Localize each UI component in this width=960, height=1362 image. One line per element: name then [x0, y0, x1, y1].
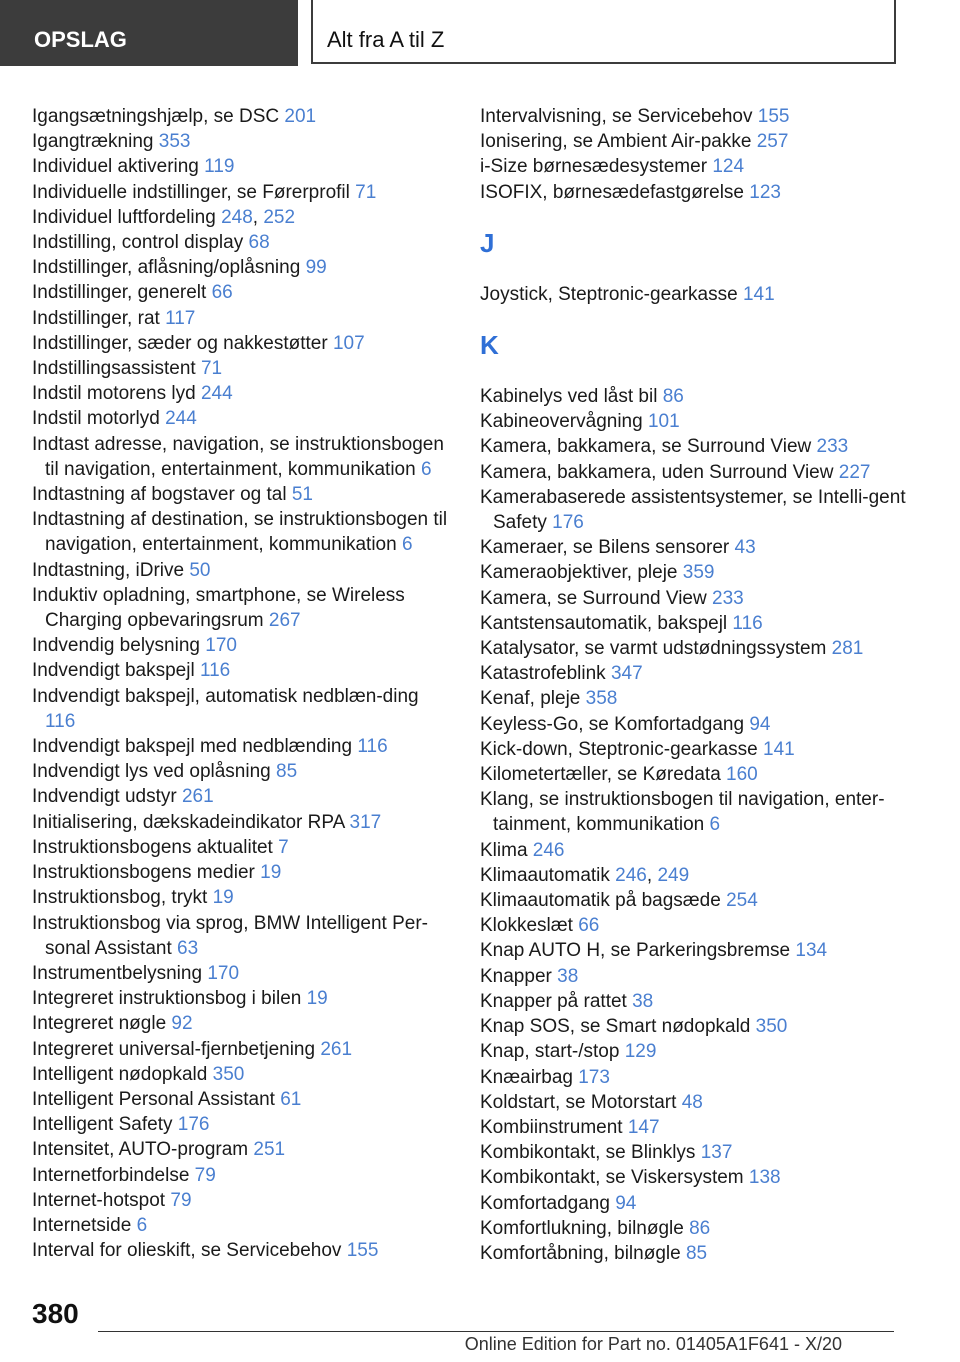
- page-reference-link[interactable]: 117: [165, 307, 196, 329]
- index-entry-term: Komfortlukning, bilnøgle: [480, 1217, 684, 1239]
- page-reference-link[interactable]: 251: [253, 1139, 286, 1161]
- index-entry-term: Komfortadgang: [480, 1192, 610, 1214]
- index-entry-term: Indstillinger, aflåsning/oplåsning: [32, 257, 301, 279]
- page-reference-link[interactable]: 244: [165, 408, 197, 430]
- index-entry: [32, 381, 452, 406]
- page-reference-link[interactable]: 141: [763, 738, 795, 760]
- footer-divider: [98, 1331, 894, 1332]
- index-entry-term: Indtastning, iDrive: [32, 559, 185, 581]
- page-reference-link[interactable]: 6: [420, 458, 432, 480]
- page-reference-link[interactable]: 201: [284, 106, 317, 127]
- index-entry-term: Kick-down, Steptronic-gearkasse: [480, 738, 758, 760]
- index-entry: [32, 406, 452, 431]
- index-entry: [32, 482, 452, 507]
- page-reference-link[interactable]: 63: [177, 937, 199, 959]
- index-entry: [32, 734, 452, 759]
- index-entry-term: Joystick, Steptronic-gearkasse: [480, 283, 738, 305]
- page-reference-link[interactable]: 353: [158, 131, 191, 153]
- index-entry-term: Indvendigt udstyr: [32, 786, 177, 808]
- page-reference-link[interactable]: 116: [199, 660, 231, 682]
- page-reference-link[interactable]: 137: [700, 1142, 733, 1164]
- index-entry-term: Indtast adresse, navigation, se instruktionsbogen til navigation, entertainment, kommunikation: [32, 433, 444, 480]
- page-reference-link[interactable]: 92: [171, 1013, 193, 1035]
- page-reference-link[interactable]: 19: [306, 988, 328, 1010]
- index-entry: [480, 611, 910, 636]
- page-reference-link[interactable]: 43: [734, 537, 756, 559]
- index-entry-term: Ionisering, se Ambient Air-pakke: [480, 131, 752, 153]
- index-entry-term: Induktiv opladning, smartphone, se Wireless Charging opbevaringsrum: [32, 584, 405, 632]
- index-entry-term: Intelligent Safety: [32, 1114, 173, 1136]
- page-reference-link[interactable]: 50: [189, 559, 211, 581]
- page-reference-link[interactable]: 101: [647, 411, 680, 433]
- index-entry-term: Indstillinger, rat: [32, 307, 160, 329]
- page-reference-link[interactable]: 51: [291, 484, 313, 506]
- index-entry: [32, 154, 452, 179]
- page-reference-link[interactable]: 7: [278, 836, 289, 858]
- chapter-tab[interactable]: Alt fra A til Z: [311, 0, 896, 64]
- index-letter-j: J: [480, 227, 495, 258]
- index-entry-term: Internetforbindelse: [32, 1164, 190, 1186]
- index-entry-term: Instrumentbelysning: [32, 962, 203, 984]
- page-reference-link[interactable]: 249: [657, 864, 690, 886]
- index-entry-term: ISOFIX, børnesædefastgørelse: [480, 181, 744, 203]
- page-reference-link[interactable]: 347: [610, 663, 643, 685]
- index-entry: [480, 1115, 910, 1140]
- page-ref-separator: ,: [252, 206, 264, 228]
- page-reference-link[interactable]: 48: [681, 1091, 703, 1113]
- index-group-j: [480, 282, 910, 307]
- index-entry-term: Indstil motorlyd: [32, 408, 160, 430]
- index-entry: [32, 356, 452, 381]
- index-entry-term: Kabinelys ved låst bil: [480, 386, 658, 408]
- page-reference-link[interactable]: 160: [726, 764, 758, 786]
- page-ref-separator: ,: [646, 864, 658, 886]
- index-entry-term: Kamera, se Surround View: [480, 587, 707, 609]
- index-entry: [32, 633, 452, 658]
- index-entry: [32, 835, 452, 860]
- index-column-right: [480, 104, 910, 1266]
- index-entry: [480, 661, 910, 686]
- index-entry-term: Indstilling, control display: [32, 232, 244, 254]
- page-reference-link[interactable]: 141: [742, 283, 775, 305]
- index-entry: [32, 230, 452, 255]
- index-group-i: [480, 104, 910, 205]
- index-group-k: [480, 384, 910, 1266]
- page-reference-link[interactable]: 6: [136, 1214, 148, 1236]
- index-entry: [480, 636, 910, 661]
- page-reference-link[interactable]: 94: [749, 713, 771, 735]
- index-entry-term: Indtastning af bogstaver og tal: [32, 484, 287, 506]
- index-entry: [480, 384, 910, 409]
- index-entry: [480, 104, 910, 129]
- index-entry: [480, 485, 910, 535]
- index-entry-term: Kilometertæller, se Køredata: [480, 764, 721, 786]
- index-entry: [480, 737, 910, 762]
- index-entry-term: Indvendig belysning: [32, 635, 200, 657]
- page-reference-link[interactable]: 19: [212, 887, 234, 909]
- index-entry: [32, 784, 452, 809]
- index-entry: [480, 686, 910, 711]
- index-entry-term: Indvendigt bakspejl: [32, 660, 195, 682]
- page-reference-link[interactable]: 19: [260, 862, 282, 884]
- page-reference-link[interactable]: 119: [204, 156, 235, 178]
- page-reference-link[interactable]: 68: [248, 232, 270, 254]
- page-reference-link[interactable]: 317: [349, 811, 382, 833]
- page-reference-link[interactable]: 71: [355, 181, 377, 203]
- page-reference-link[interactable]: 261: [181, 786, 214, 808]
- page-number: 380: [32, 1298, 79, 1329]
- index-entry-term: Indstillingsassistent: [32, 358, 196, 380]
- index-entry-term: Kenaf, pleje: [480, 688, 581, 710]
- page-reference-link[interactable]: 267: [268, 610, 301, 632]
- index-entry-term: Kamera, bakkamera, uden Surround View: [480, 461, 834, 483]
- index-entry-term: Kombiinstrument: [480, 1116, 623, 1138]
- index-entry-term: Kamerabaserede assistentsystemer, se Intelli-gent Safety: [480, 486, 906, 534]
- index-entry-term: Knapper på rattet: [480, 990, 627, 1012]
- index-entry-term: Internet-hotspot: [32, 1189, 166, 1211]
- page-reference-link[interactable]: 155: [346, 1240, 379, 1262]
- index-entry: [480, 1216, 910, 1241]
- index-entry: [32, 558, 452, 583]
- index-entry: [480, 409, 910, 434]
- index-entry: [32, 331, 452, 356]
- index-entry: [32, 1238, 452, 1263]
- page-reference-link[interactable]: 138: [748, 1167, 781, 1189]
- index-entry-term: Individuel aktivering: [32, 156, 199, 178]
- index-entry: [480, 888, 910, 913]
- index-entry: [32, 759, 452, 784]
- page-reference-link[interactable]: 246: [615, 864, 647, 886]
- index-entry: [32, 255, 452, 280]
- page-reference-link[interactable]: 246: [532, 839, 565, 861]
- index-entry: [480, 712, 910, 737]
- index-entry-term: Indvendigt bakspejl med nedblænding: [32, 736, 353, 758]
- index-entry-term: Kabineovervågning: [480, 411, 643, 433]
- page-reference-link[interactable]: 94: [615, 1192, 637, 1214]
- index-entry: [32, 961, 452, 986]
- index-entry: [32, 306, 452, 331]
- page-reference-link[interactable]: 233: [816, 436, 849, 458]
- index-entry-term: Keyless-Go, se Komfortadgang: [480, 713, 745, 735]
- index-entry: [32, 885, 452, 910]
- page-reference-link[interactable]: 227: [838, 461, 871, 483]
- index-entry-term: Internetside: [32, 1214, 132, 1236]
- index-entry: [32, 1213, 452, 1238]
- index-entry: [32, 684, 452, 734]
- index-entry-term: Individuelle indstillinger, se Førerprofil: [32, 181, 350, 203]
- page-reference-link[interactable]: 123: [749, 181, 781, 203]
- index-entry-term: Kamera, bakkamera, se Surround View: [480, 436, 812, 458]
- index-entry: [32, 129, 452, 154]
- page-reference-link[interactable]: 79: [194, 1164, 216, 1186]
- index-entry: [480, 1090, 910, 1115]
- index-entry-term: Klokkeslæt: [480, 915, 573, 937]
- index-entry-term: Instruktionsbogens medier: [32, 862, 255, 884]
- index-entry: [480, 913, 910, 938]
- page-reference-link[interactable]: 350: [212, 1063, 245, 1085]
- index-entry-term: Klang, se instruktionsbogen til navigation, enter-tainment, kommunikation: [480, 789, 885, 836]
- index-entry: [32, 205, 452, 230]
- page-reference-link[interactable]: 116: [45, 710, 76, 732]
- page-reference-link[interactable]: 79: [170, 1189, 192, 1211]
- page-reference-link[interactable]: 6: [401, 534, 413, 556]
- index-entry-term: Kameraobjektiver, pleje: [480, 562, 678, 584]
- page-reference-link[interactable]: 170: [207, 962, 240, 984]
- index-entry-term: Kantstensautomatik, bakspejl: [480, 612, 728, 634]
- index-entry: [480, 838, 910, 863]
- index-entry-term: Indvendigt bakspejl, automatisk nedblæn-ding: [32, 685, 419, 707]
- index-entry-term: Intensitet, AUTO-program: [32, 1139, 249, 1161]
- page-reference-link[interactable]: 261: [320, 1038, 353, 1060]
- page-reference-link[interactable]: 124: [712, 156, 745, 178]
- index-entry-term: Knap SOS, se Smart nødopkald: [480, 1016, 751, 1038]
- index-entry-term: Indstillinger, sæder og nakkestøtter: [32, 332, 328, 354]
- index-entry: [480, 863, 910, 888]
- page-reference-link[interactable]: 176: [552, 512, 584, 534]
- index-entry: [32, 583, 452, 633]
- index-entry: [32, 104, 452, 129]
- index-entry: [480, 1014, 910, 1039]
- index-entry: [32, 1112, 452, 1137]
- page-reference-link[interactable]: 71: [200, 358, 223, 380]
- page-reference-link[interactable]: 244: [200, 383, 233, 405]
- index-entry-term: Knæairbag: [480, 1066, 573, 1088]
- index-entry: [480, 586, 910, 611]
- page-reference-link[interactable]: 257: [756, 131, 789, 153]
- index-entry: [480, 787, 910, 837]
- index-entry-term: Klimaautomatik på bagsæde: [480, 890, 721, 912]
- index-entry: [480, 434, 910, 459]
- index-entry-term: Indstil motorens lyd: [32, 383, 196, 405]
- index-entry-term: Klimaautomatik: [480, 864, 610, 886]
- index-entry-term: Klima: [480, 839, 528, 861]
- index-entry: [480, 1140, 910, 1165]
- index-entry: [480, 1191, 910, 1216]
- index-entry: [32, 1137, 452, 1162]
- index-entry: [480, 460, 910, 485]
- page-reference-link[interactable]: 173: [578, 1066, 610, 1088]
- index-entry-term: Katastrofeblink: [480, 663, 606, 685]
- index-entry: [480, 762, 910, 787]
- page-reference-link[interactable]: 350: [755, 1016, 788, 1038]
- page-reference-link[interactable]: 85: [685, 1242, 708, 1264]
- page-reference-link[interactable]: 129: [624, 1041, 657, 1063]
- index-entry-term: Individuel luftfordeling: [32, 206, 216, 228]
- page-reference-link[interactable]: 86: [662, 386, 684, 408]
- page-reference-link[interactable]: 254: [726, 890, 758, 912]
- page-reference-link[interactable]: 248: [221, 206, 253, 228]
- page-reference-link[interactable]: 170: [205, 635, 237, 657]
- index-entry-term: Knap AUTO H, se Parkeringsbremse: [480, 940, 791, 962]
- index-entry: [32, 507, 452, 557]
- index-entry-term: Intelligent nødopkald: [32, 1063, 208, 1085]
- index-entry-term: Indvendigt lys ved oplåsning: [32, 761, 271, 783]
- index-entry-term: Katalysator, se varmt udstødningssystem: [480, 638, 827, 660]
- index-entry: [32, 860, 452, 885]
- index-entry-term: Initialisering, dækskadeindikator RPA: [32, 811, 345, 833]
- index-entry-term: Intelligent Personal Assistant: [32, 1088, 275, 1110]
- page-reference-link[interactable]: 66: [211, 282, 233, 304]
- index-entry: [32, 1087, 452, 1112]
- index-entry: [480, 180, 910, 205]
- index-entry: [480, 938, 910, 963]
- index-entry: [480, 1241, 910, 1266]
- index-entry-term: i-Size børnesædesystemer: [480, 156, 708, 178]
- index-entry-term: Kombikontakt, se Blinklys: [480, 1142, 696, 1164]
- page-reference-link[interactable]: 99: [305, 257, 327, 279]
- page-reference-link[interactable]: 85: [276, 761, 298, 783]
- index-entry-term: Igangsætningshjælp, se DSC: [32, 106, 280, 127]
- page-reference-link[interactable]: 147: [627, 1116, 660, 1138]
- page-reference-link[interactable]: 134: [795, 940, 828, 962]
- index-entry-term: Integreret instruktionsbog i bilen: [32, 988, 302, 1010]
- index-entry-term: Kameraer, se Bilens sensorer: [480, 537, 730, 559]
- index-entry: [480, 129, 910, 154]
- index-entry: [32, 432, 452, 482]
- index-entry: [480, 535, 910, 560]
- index-entry-term: Igangtrækning: [32, 131, 154, 153]
- index-entry-term: Instruktionsbogens aktualitet: [32, 836, 273, 858]
- index-letter-k: K: [480, 330, 499, 361]
- page-reference-link[interactable]: 66: [578, 915, 600, 937]
- index-entry-term: Koldstart, se Motorstart: [480, 1091, 677, 1113]
- index-entry-term: Intervalvisning, se Servicebehov: [480, 106, 753, 127]
- index-entry: [480, 989, 910, 1014]
- index-entry: [480, 560, 910, 585]
- page-reference-link[interactable]: 281: [831, 638, 864, 660]
- page-reference-link[interactable]: 116: [357, 736, 388, 758]
- index-column-left: [32, 104, 452, 1263]
- index-entry-term: Instruktionsbog, trykt: [32, 887, 208, 909]
- index-entry-term: Indstillinger, generelt: [32, 282, 207, 304]
- page-reference-link[interactable]: 6: [709, 814, 721, 836]
- index-entry-term: Komfortåbning, bilnøgle: [480, 1242, 681, 1264]
- index-entry-term: Instruktionsbog via sprog, BMW Intelligent Per-sonal Assistant: [32, 912, 429, 959]
- index-entry: [32, 1163, 452, 1188]
- page-reference-link[interactable]: 86: [689, 1217, 711, 1239]
- page-reference-link[interactable]: 358: [585, 688, 618, 710]
- index-entry: [480, 282, 910, 307]
- index-entry: [32, 1188, 452, 1213]
- index-entry: [480, 964, 910, 989]
- footer-edition: Online Edition for Part no. 01405A1F641 - X/20: [464, 1334, 842, 1354]
- index-entry-term: Indtastning af destination, se instruktionsbogen til navigation, entertainment, kommunikation: [32, 509, 448, 556]
- index-entry: [32, 986, 452, 1011]
- index-entry: [32, 1037, 452, 1062]
- index-entry: [32, 280, 452, 305]
- index-entry: [32, 180, 452, 205]
- page-reference-link[interactable]: 38: [557, 965, 579, 987]
- index-entry: [480, 1165, 910, 1190]
- index-entry-term: Knapper: [480, 965, 552, 987]
- index-entry-term: Integreret nøgle: [32, 1013, 167, 1035]
- index-entry-term: Knap, start-/stop: [480, 1041, 620, 1063]
- page-reference-link[interactable]: 155: [757, 106, 790, 127]
- section-tab[interactable]: OPSLAG: [0, 0, 298, 66]
- page-reference-link[interactable]: 116: [732, 612, 763, 634]
- index-entry-term: Integreret universal-fjernbetjening: [32, 1038, 316, 1060]
- page-reference-link[interactable]: 107: [332, 332, 365, 354]
- index-entry: [480, 1039, 910, 1064]
- page-reference-link[interactable]: 233: [712, 587, 744, 609]
- index-entry: [480, 1065, 910, 1090]
- page-reference-link[interactable]: 61: [280, 1088, 302, 1110]
- page-reference-link[interactable]: 38: [632, 990, 654, 1012]
- page-reference-link[interactable]: 252: [263, 206, 296, 228]
- index-entry: [32, 658, 452, 683]
- index-entry-term: Kombikontakt, se Viskersystem: [480, 1167, 744, 1189]
- index-entry-term: Interval for olieskift, se Servicebehov: [32, 1240, 342, 1262]
- index-entry: [480, 154, 910, 179]
- page-reference-link[interactable]: 176: [177, 1114, 210, 1136]
- index-entry: [32, 1011, 452, 1036]
- page-reference-link[interactable]: 359: [682, 562, 715, 584]
- page-header: [0, 0, 960, 66]
- index-entry: [32, 810, 452, 835]
- index-entry: [32, 911, 452, 961]
- index-entry: [32, 1062, 452, 1087]
